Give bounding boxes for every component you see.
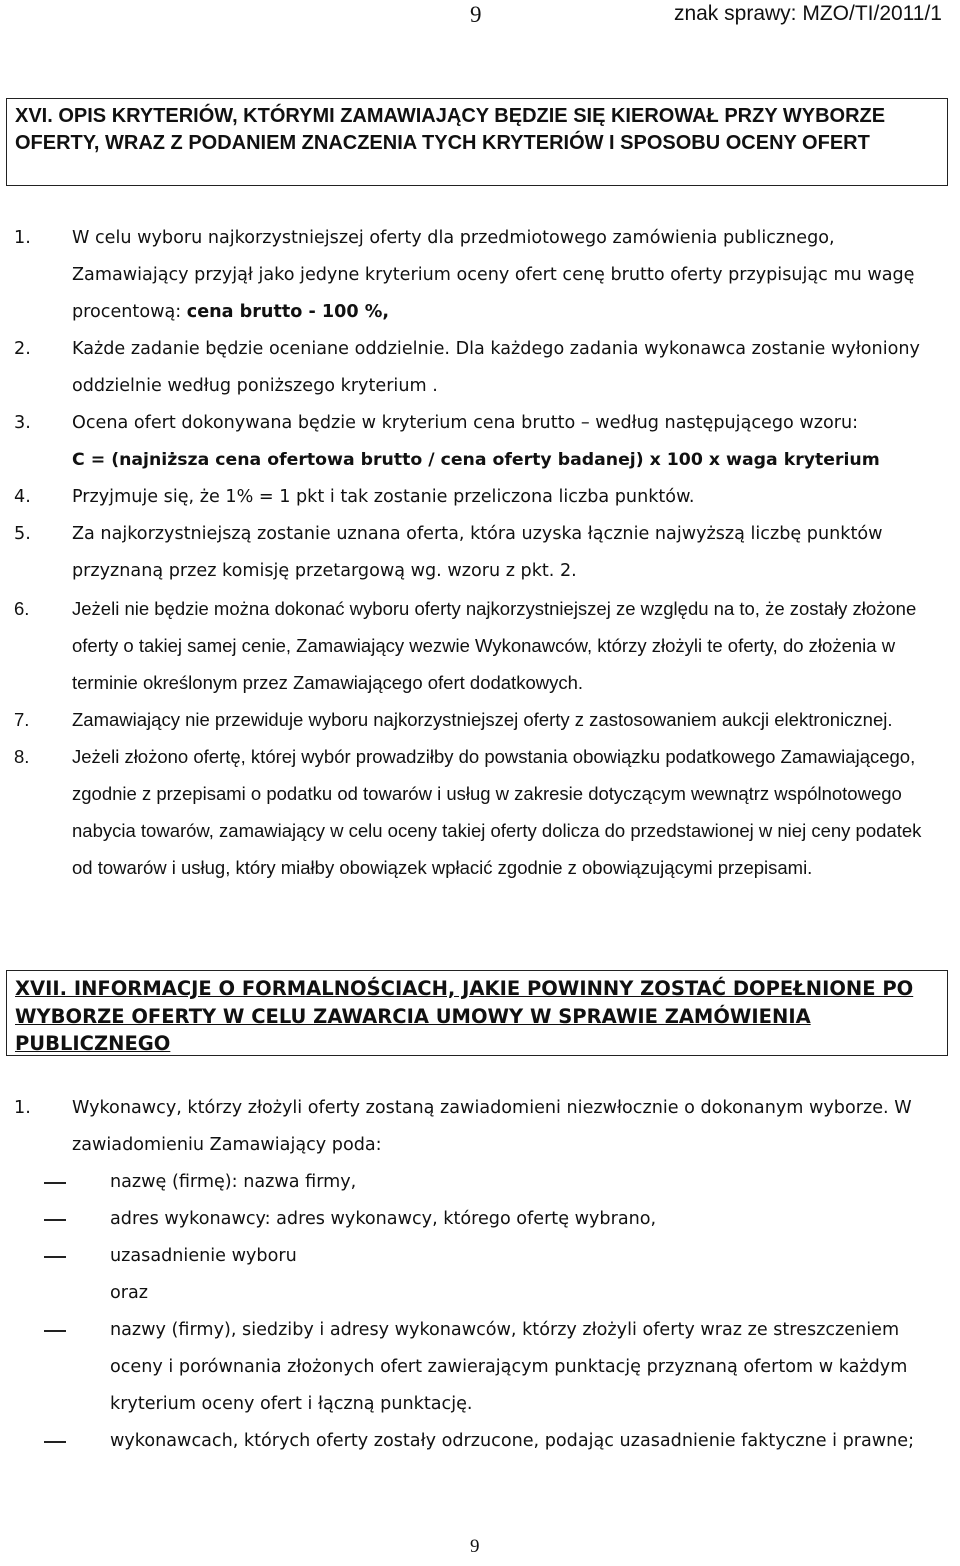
scoring-formula: C = (najniższa cena ofertowa brutto / cena oferty badanej) x 100 x waga kryterium (72, 450, 880, 470)
list-item (14, 516, 944, 590)
item-text: Jeżeli złożono ofertę, której wybór prowadziłby do powstania obowiązku podatkowego Zamawiającego, zgodnie z przepisami o podatku od towarów i usług w zakresie dotyczącym wewnątrz wspólnotowego nabycia towarów, zamawiający w celu oceny takiej oferty dolicza do przedstawionej w niej ceny podatek od towarów i usług, który miałby obowiązek wpłacić zgodnie z obowiązującymi przepisami. (72, 746, 922, 878)
list-item (14, 405, 944, 479)
list-item (14, 738, 944, 886)
list-item (14, 331, 944, 405)
item-number: 2. (14, 339, 31, 359)
section-17-heading (6, 970, 948, 1056)
list-item (14, 220, 944, 331)
case-reference: znak sprawy: MZO/TI/2011/1 (673, 2, 942, 25)
item-number: 5. (14, 524, 31, 544)
dash-bullet-icon (44, 1219, 66, 1221)
item-number: 1. (14, 228, 31, 248)
item-text: Każde zadanie będzie oceniane oddzielnie. Dla każdego zadania wykonawca zostanie wyłoniony oddzielnie według poniższego kryterium . (72, 339, 920, 396)
item-number: 7. (14, 709, 30, 730)
bullet-text: wykonawcach, których oferty zostały odrzucone, podając uzasadnienie faktyczne i prawne; (110, 1431, 915, 1451)
item-number: 8. (14, 746, 30, 767)
bullet-text: adres wykonawcy: adres wykonawcy, którego ofertę wybrano, (110, 1209, 657, 1229)
section-17-title: XVII. INFORMACJE O FORMALNOŚCIACH, JAKIE POWINNY ZOSTAĆ DOPEŁNIONE PO WYBORZE OFERTY W CELU ZAWARCIA UMOWY W SPRAWIE ZAMÓWIENIA PUBLICZNEGO (15, 977, 914, 1055)
bullet-text: nazwę (firmę): nazwa firmy, (110, 1172, 357, 1192)
item-number: 4. (14, 487, 31, 507)
section-16-list (14, 220, 944, 886)
dash-bullet-icon (44, 1182, 66, 1184)
item-text: Wykonawcy, którzy złożyli oferty zostaną zawiadomieni niezwłocznie o dokonanym wyborze. W zawiadomieniu Zamawiający poda: (72, 1098, 912, 1155)
item-text: Przyjmuje się, że 1% = 1 pkt i tak zostanie przeliczona liczba punktów. (72, 487, 695, 507)
list-item (14, 701, 944, 738)
item-text: Jeżeli nie będzie można dokonać wyboru oferty najkorzystniejszej ze względu na to, że zostały złożone oferty o takiej samej cenie, Zamawiający wezwie Wykonawców, którzy złożyli te oferty, do złożenia w terminie określonym przez Zamawiającego ofert dodatkowych. (72, 598, 917, 693)
list-item (14, 590, 944, 701)
item-text: Za najkorzystniejszą zostanie uznana oferta, która uzyska łącznie najwyższą liczbę punktów przyznaną przez komisję przetargową wg. wzoru z pkt. 2. (72, 524, 883, 581)
item-text: Zamawiający nie przewiduje wyboru najkorzystniejszej oferty z zastosowaniem aukcji elektronicznej. (72, 709, 893, 730)
dash-bullet-icon (44, 1256, 66, 1258)
dash-list-item (14, 1312, 944, 1423)
dash-bullet-icon (44, 1330, 66, 1332)
list-item (14, 479, 944, 516)
bullet-text: uzasadnienie wyboru (110, 1246, 297, 1266)
item-number: 6. (14, 598, 30, 619)
item-number: 1. (14, 1098, 31, 1118)
bullet-text: nazwy (firmy), siedziby i adresy wykonawców, którzy złożyli oferty wraz ze streszczeniem oceny i porównania złożonych ofert zawierającym punktację przyznaną ofertom w każdym kryterium oceny ofert i łączną punktację. (110, 1320, 908, 1414)
dash-bullet-icon (44, 1441, 66, 1443)
section-16-heading: XVI. OPIS KRYTERIÓW, KTÓRYMI ZAMAWIAJĄCY BĘDZIE SIĘ KIEROWAŁ PRZY WYBORZE OFERTY, WRAZ Z PODANIEM ZNACZENIA TYCH KRYTERIÓW I SPOSOBU OCENY OFERT (6, 98, 948, 186)
footer-page-number: 9 (470, 1536, 480, 1557)
header-page-number: 9 (470, 2, 482, 27)
dash-list-item (14, 1238, 944, 1275)
connector-text: oraz (110, 1283, 149, 1303)
dash-list-item (14, 1164, 944, 1201)
dash-list-item (14, 1423, 944, 1460)
list-item (14, 1090, 944, 1164)
dash-list-item (14, 1201, 944, 1238)
section-17-list (14, 1090, 944, 1460)
item-text: W celu wyboru najkorzystniejszej oferty dla przedmiotowego zamówienia publicznego, Zamawiający przyjął jako jedyne kryterium oceny ofert cenę brutto oferty przypisując mu wagę procentową: (72, 228, 915, 322)
item-text: Ocena ofert dokonywana będzie w kryterium cena brutto – według następującego wzoru: (72, 413, 859, 433)
item-number: 3. (14, 413, 31, 433)
item-emphasis: cena brutto - 100 %, (186, 302, 390, 322)
